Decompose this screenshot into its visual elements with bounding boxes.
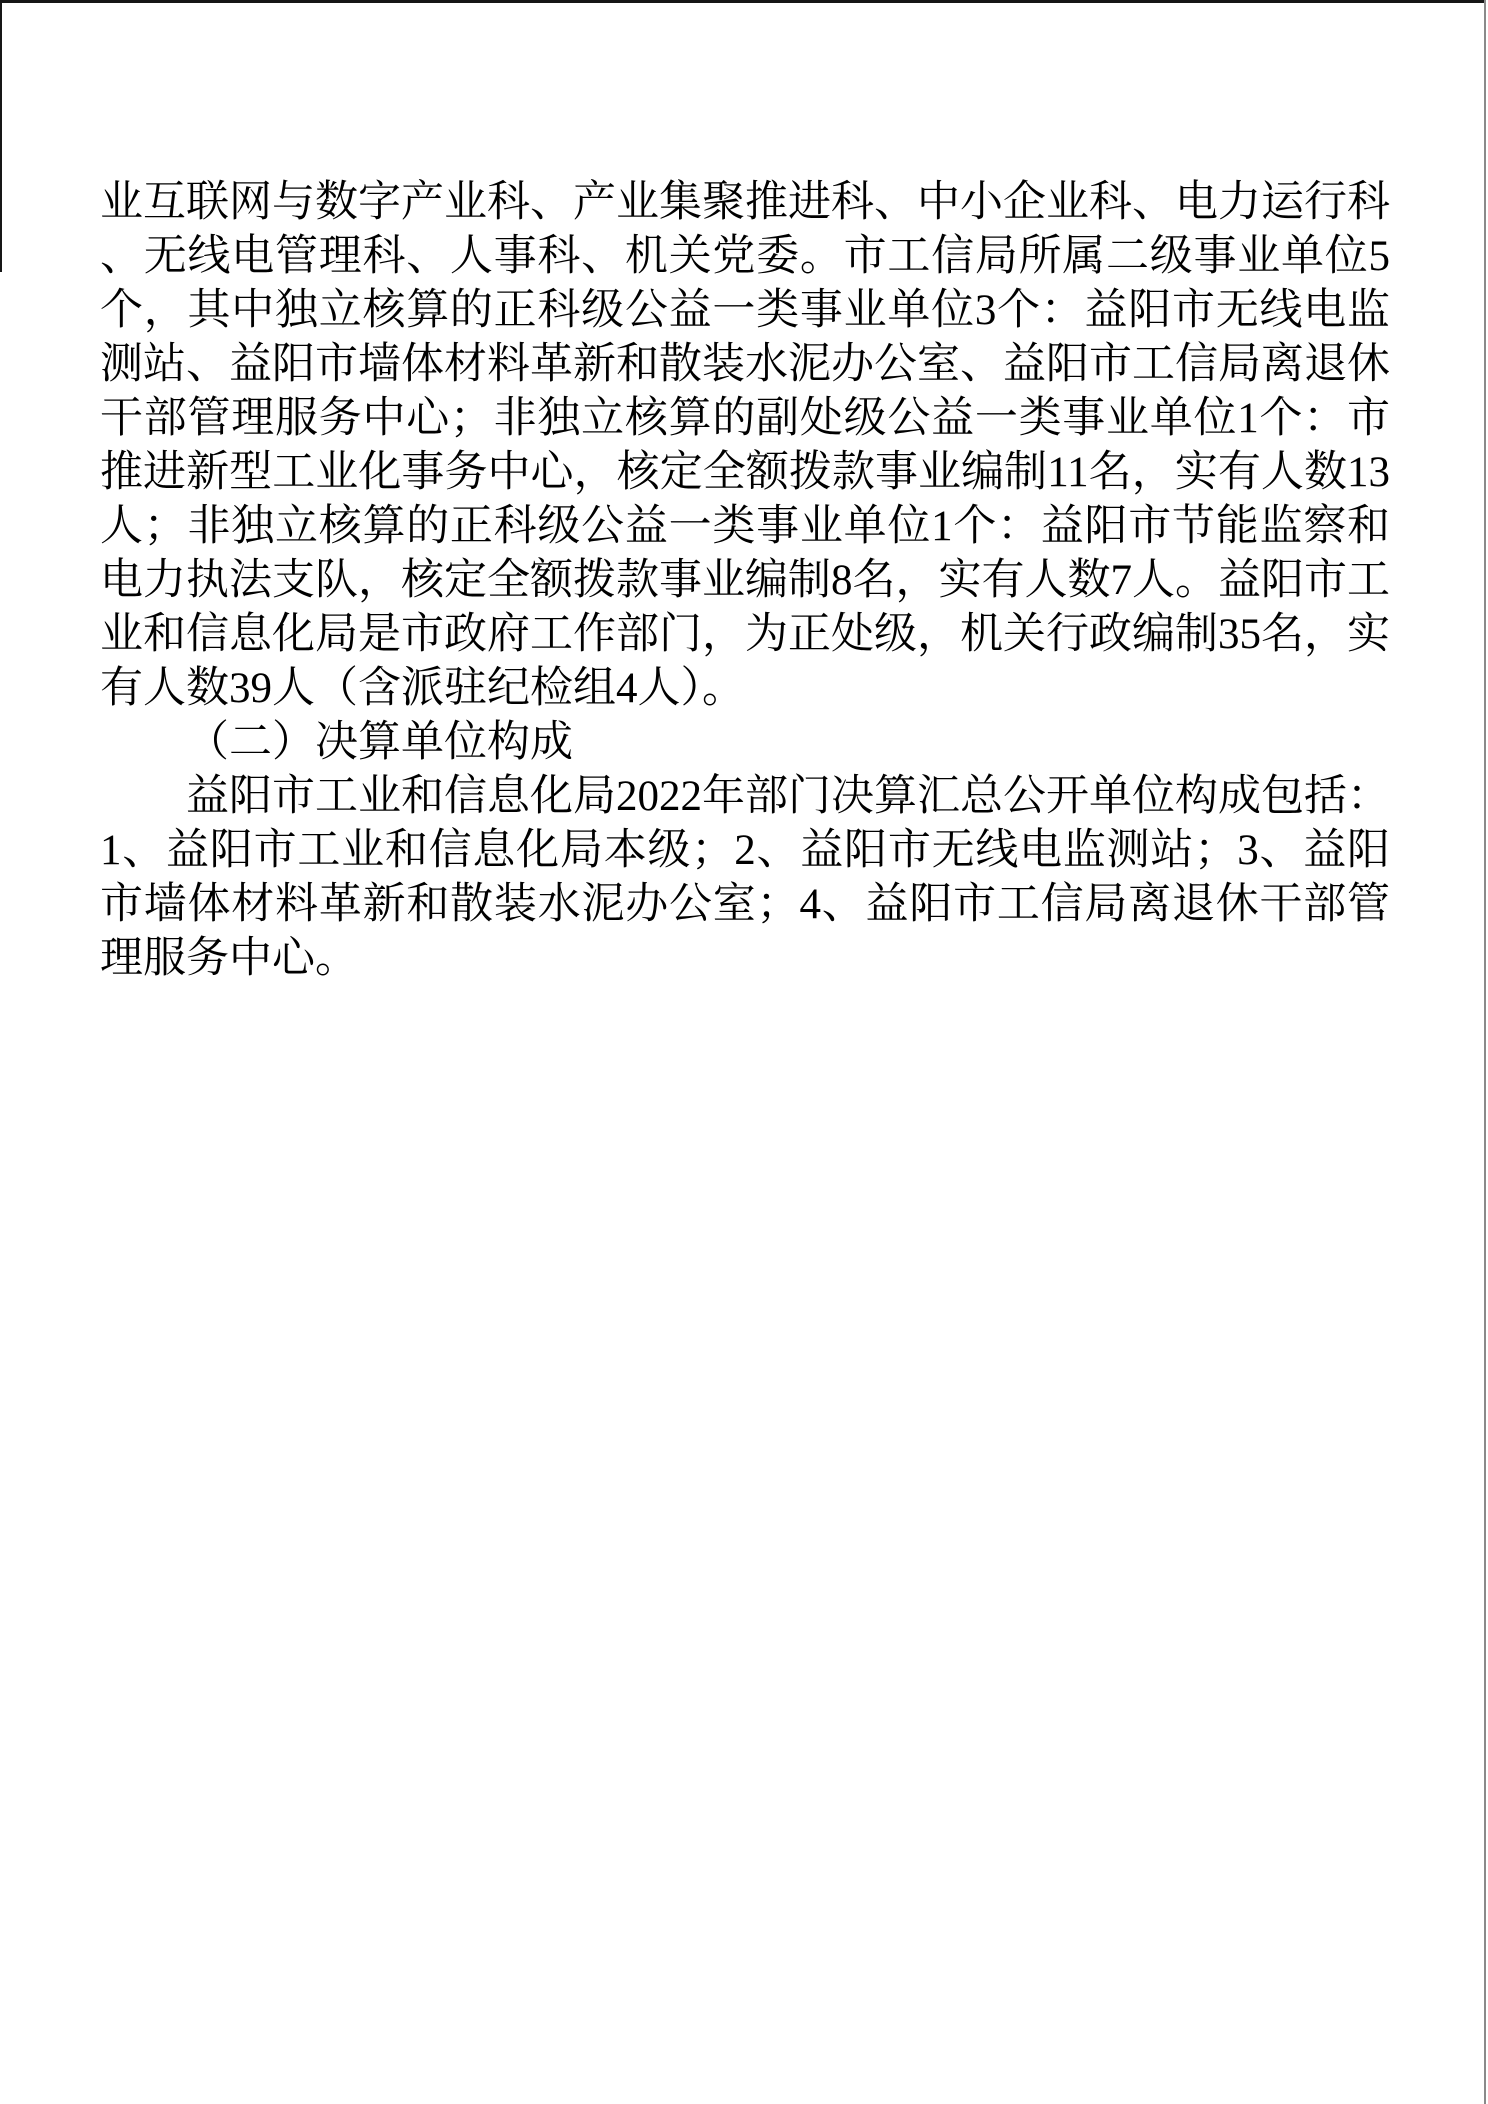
page-edge-right-line [1484,0,1486,2104]
document-body [100,176,1390,986]
text-line: 电力执法支队，核定全额拨款事业编制8名，实有人数7人。益阳市工 [100,557,1390,604]
text-line: 业和信息化局是市政府工作部门，为正处级，机关行政编制35名，实 [100,611,1390,658]
text-line: （二）决算单位构成 [186,719,573,766]
text-line: 人；非独立核算的正科级公益一类事业单位1个：益阳市节能监察和 [100,503,1390,550]
text-line: 市墙体材料革新和散装水泥办公室；4、益阳市工信局离退休干部管 [100,881,1390,928]
text-line: 1、益阳市工业和信息化局本级；2、益阳市无线电监测站；3、益阳 [100,827,1390,874]
text-line: 益阳市工业和信息化局2022年部门决算汇总公开单位构成包括： [186,773,1390,820]
text-line: 测站、益阳市墙体材料革新和散装水泥办公室、益阳市工信局离退休 [100,341,1390,388]
text-line: 业互联网与数字产业科、产业集聚推进科、中小企业科、电力运行科 [100,179,1390,226]
text-line: 理服务中心。 [100,935,358,982]
text-line: 干部管理服务中心；非独立核算的副处级公益一类事业单位1个：市 [100,395,1390,442]
text-line: 、无线电管理科、人事科、机关党委。市工信局所属二级事业单位5 [100,233,1390,280]
page-edge-top-line [0,0,1486,3]
text-line: 推进新型工业化事务中心，核定全额拨款事业编制11名，实有人数13 [100,449,1390,496]
text-line: 有人数39人（含派驻纪检组4人）。 [100,665,745,712]
text-line: 个，其中独立核算的正科级公益一类事业单位3个：益阳市无线电监 [100,287,1390,334]
page-edge-left-line [0,0,2,272]
